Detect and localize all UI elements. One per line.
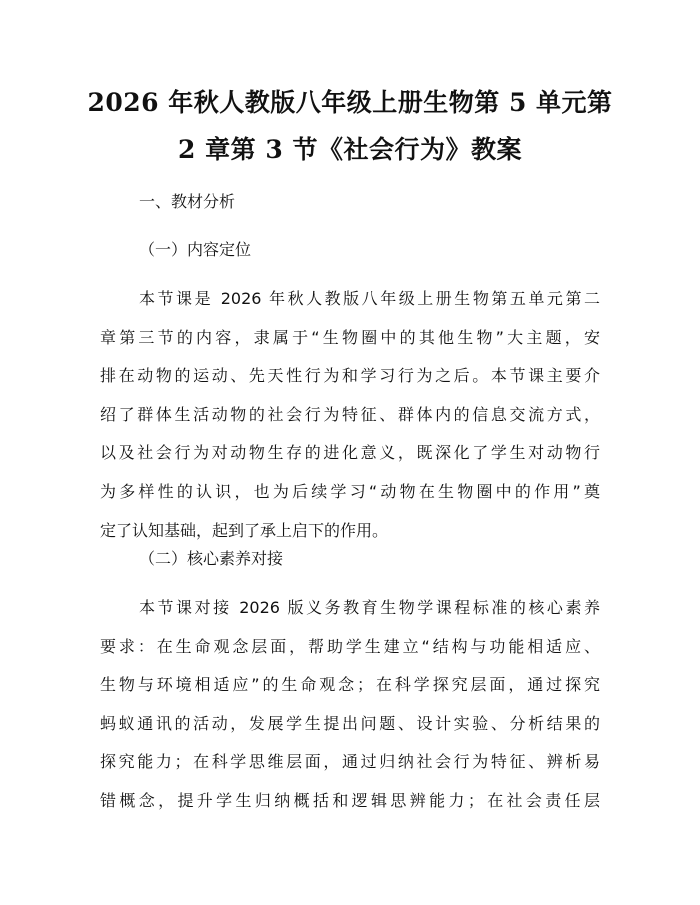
paragraph-line: 本节课对接 2026 版义务教育生物学课程标准的核心素养 (139, 598, 600, 617)
paragraph-line: 以及社会行为对动物生存的进化意义，既深化了学生对动物行 (100, 443, 600, 463)
paragraph-line: 绍了群体生活动物的社会行为特征、群体内的信息交流方式， (100, 404, 600, 424)
paragraph-line: 定了认知基础，起到了承上启下的作用。 (100, 520, 389, 540)
paragraph-line: 错概念，提升学生归纳概括和逻辑思辨能力；在社会责任层 (100, 790, 600, 810)
paragraph-line: 蚂蚁通讯的活动，发展学生提出问题、设计实验、分析结果的 (100, 713, 600, 733)
paragraph-line: 要求：在生命观念层面，帮助学生建立“结构与功能相适应、 (100, 636, 600, 656)
section-heading-textbook-analysis: 一、教材分析 (139, 192, 236, 211)
subsection-heading-content-positioning: （一）内容定位 (139, 240, 252, 259)
document-title-line-2: 2 章第 3 节《社会行为》教案 (178, 135, 522, 164)
paragraph-line: 章第三节的内容，隶属于“生物圈中的其他生物”大主题，安 (100, 327, 600, 347)
paragraph-content-positioning (100, 287, 600, 557)
paragraph-line: 为多样性的认识，也为后续学习“动物在生物圈中的作用”奠 (100, 481, 600, 501)
subsection-heading-core-literacy: （二）核心素养对接 (139, 549, 284, 568)
document-title-line-1: 2026 年秋人教版八年级上册生物第 5 单元第 (87, 88, 613, 117)
paragraph-line: 生物与环境相适应”的生命观念；在科学探究层面，通过探究 (100, 675, 600, 695)
paragraph-line: 排在动物的运动、先天性行为和学习行为之后。本节课主要介 (100, 366, 600, 386)
paragraph-line: 探究能力；在科学思维层面，通过归纳社会行为特征、辨析易 (100, 752, 600, 772)
paragraph-core-literacy (100, 596, 600, 828)
paragraph-line: 本节课是 2026 年秋人教版八年级上册生物第五单元第二 (139, 289, 600, 308)
